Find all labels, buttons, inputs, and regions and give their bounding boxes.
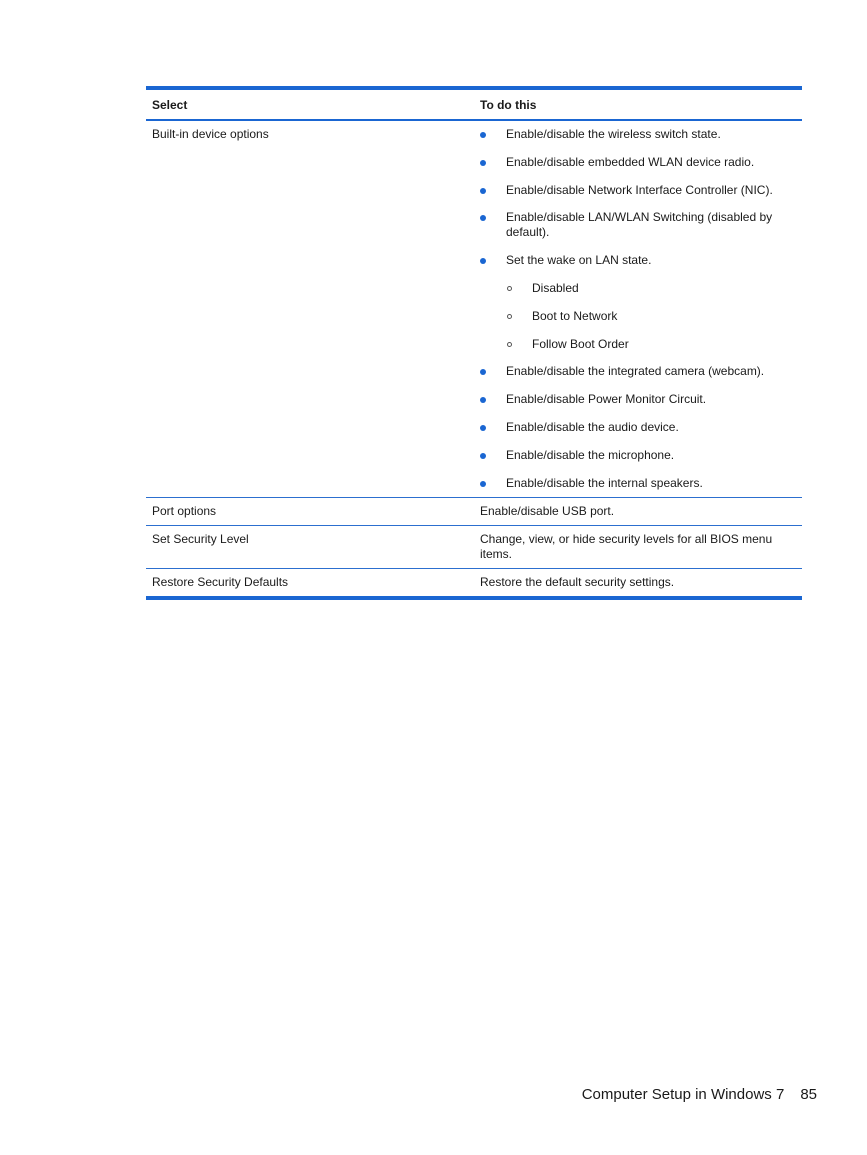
bullet-icon <box>480 425 486 431</box>
select-cell: Set Security Level <box>146 525 474 568</box>
sub-list-item <box>480 337 796 352</box>
sub-bullet-icon <box>507 314 512 319</box>
list-item-text: Enable/disable Network Interface Controller (NIC). <box>506 182 773 197</box>
list-item <box>480 183 796 198</box>
bullet-icon <box>480 397 486 403</box>
todo-cell: Enable/disable USB port. <box>474 497 802 525</box>
list-item <box>480 210 796 240</box>
bullet-icon <box>480 369 486 375</box>
table-row-built-in-device-options <box>146 120 802 497</box>
todo-cell <box>474 120 802 497</box>
list-item-text: Enable/disable LAN/WLAN Switching (disabled by default). <box>506 210 773 240</box>
list-item <box>480 253 796 268</box>
todo-cell: Restore the default security settings. <box>474 568 802 598</box>
sub-list-item <box>480 281 796 296</box>
bullet-icon <box>480 481 486 487</box>
list-item <box>480 420 796 435</box>
sub-list-item-text: Boot to Network <box>532 308 618 323</box>
list-item-text: Enable/disable the microphone. <box>506 447 675 462</box>
list-item <box>480 448 796 463</box>
todo-cell: Change, view, or hide security levels for all BIOS menu items. <box>474 525 802 568</box>
page-footer <box>582 1086 817 1103</box>
settings-table <box>146 86 802 600</box>
list-item <box>480 127 796 142</box>
list-item-text: Enable/disable the audio device. <box>506 419 679 434</box>
list-item <box>480 155 796 170</box>
page-number: 85 <box>800 1086 817 1103</box>
table-header-row <box>146 88 802 120</box>
select-cell: Port options <box>146 497 474 525</box>
bullet-icon <box>480 453 486 459</box>
table-row-set-security-level <box>146 525 802 568</box>
list-item-text: Set the wake on LAN state. <box>506 253 652 268</box>
bullet-icon <box>480 160 486 166</box>
sub-bullet-icon <box>507 286 512 291</box>
sub-list-item-text: Disabled <box>532 280 579 295</box>
list-item-text: Enable/disable embedded WLAN device radio. <box>506 154 755 169</box>
list-item-text: Enable/disable the wireless switch state. <box>506 127 721 141</box>
sub-list-item-text: Follow Boot Order <box>532 336 629 351</box>
bullet-icon <box>480 215 486 221</box>
bullet-icon <box>480 132 486 138</box>
footer-title: Computer Setup in Windows 7 <box>581 1086 785 1103</box>
sub-bullet-icon <box>507 342 512 347</box>
column-header-to-do-this: To do this <box>474 88 802 120</box>
list-item <box>480 364 796 379</box>
list-item-text: Enable/disable the internal speakers. <box>506 475 703 490</box>
bullet-icon <box>480 188 486 194</box>
select-cell: Built-in device options <box>152 127 269 141</box>
sub-list-item <box>480 309 796 324</box>
column-header-select: Select <box>146 88 474 120</box>
bullet-icon <box>480 258 486 264</box>
option-list <box>480 127 796 491</box>
table-row-restore-security-defaults <box>146 568 802 598</box>
list-item <box>480 476 796 491</box>
list-item <box>480 392 796 407</box>
table-row-port-options <box>146 497 802 525</box>
select-cell: Restore Security Defaults <box>146 568 474 598</box>
list-item-text: Enable/disable Power Monitor Circuit. <box>506 392 707 407</box>
list-item-text: Enable/disable the integrated camera (webcam). <box>506 364 765 379</box>
